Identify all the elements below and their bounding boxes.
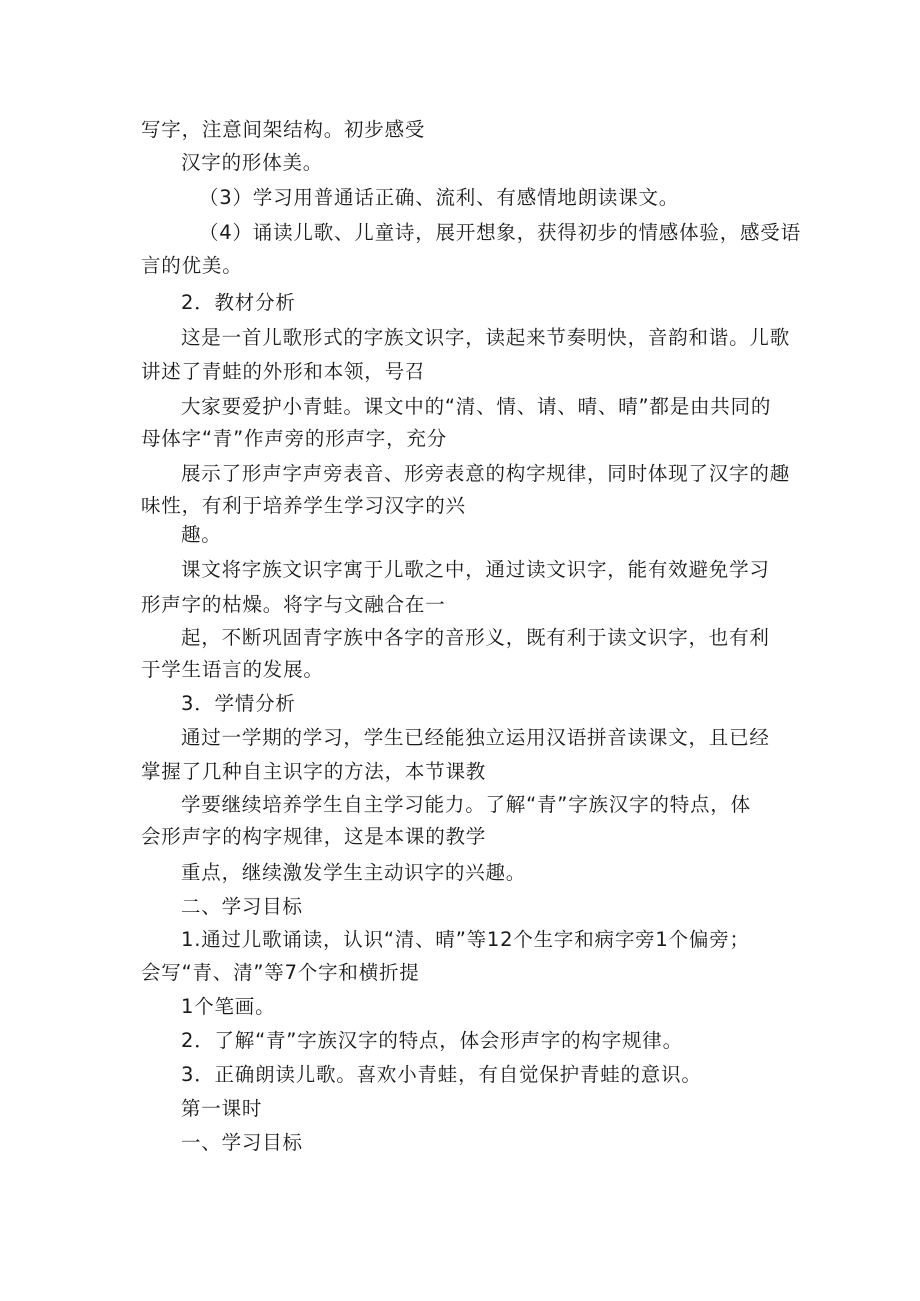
text-line: 起，不断巩固青字族中各字的音形义，既有利于读文识字，也有利 xyxy=(181,626,770,649)
text-line: 味性，有利于培养学生学习汉字的兴 xyxy=(141,494,466,517)
text-line: 形声字的枯燥。将字与文融合在一 xyxy=(141,593,446,616)
text-line: 通过一学期的学习，学生已经能独立运用汉语拼音读课文，且已经 xyxy=(181,726,770,749)
text-line: 趣。 xyxy=(181,523,222,546)
text-line: 学要继续培养学生自主学习能力。了解“青”字族汉字的特点，体 xyxy=(181,793,751,816)
text-line: 讲述了青蛙的外形和本领，号召 xyxy=(141,360,426,383)
text-line: 1个笔画。 xyxy=(181,995,276,1018)
text-line: 1.通过儿歌诵读，认识“清、晴”等12个生字和病字旁1个偏旁； xyxy=(181,928,750,951)
text-line: 掌握了几种自主识字的方法，本节课教 xyxy=(141,760,487,783)
text-line: 写字，注意间架结构。初步感受 xyxy=(141,118,426,141)
text-line: 会写“青、清”等7个字和横折提 xyxy=(141,961,420,984)
text-line: 课文将字族文识字寓于儿歌之中，通过读文识字，能有效避免学习 xyxy=(181,558,770,581)
text-line: （4）诵读儿歌、儿童诗，展开想象，获得初步的情感体验，感受语 xyxy=(199,221,801,244)
text-line: 言的优美。 xyxy=(141,254,243,277)
section-heading: 3．学情分析 xyxy=(181,692,296,715)
text-line: 汉字的形体美。 xyxy=(181,151,324,174)
section-heading: 第一课时 xyxy=(181,1097,263,1120)
text-line: 重点，继续激发学生主动识字的兴趣。 xyxy=(181,861,527,884)
section-heading: 二、学习目标 xyxy=(181,895,303,918)
section-heading: 2．教材分析 xyxy=(181,291,296,314)
text-line: 展示了形声字声旁表音、形旁表意的构字规律，同时体现了汉字的趣 xyxy=(181,462,791,485)
text-line: 会形声字的构字规律，这是本课的教学 xyxy=(141,825,487,848)
text-line: 这是一首儿歌形式的字族文识字，读起来节奏明快，音韵和谐。儿歌 xyxy=(181,326,791,349)
text-line: （3）学习用普通话正确、流利、有感情地朗读课文。 xyxy=(199,186,680,209)
text-line: 于学生语言的发展。 xyxy=(141,658,324,681)
text-line: 3．正确朗读儿歌。喜欢小青蛙，有自觉保护青蛙的意识。 xyxy=(181,1063,702,1086)
text-line: 2．了解“青”字族汉字的特点，体会形声字的构字规律。 xyxy=(181,1029,683,1052)
text-line: 大家要爱护小青蛙。课文中的“清、情、请、晴、晴”都是由共同的 xyxy=(181,395,772,418)
section-heading: 一、学习目标 xyxy=(181,1131,303,1154)
text-line: 母体字“青”作声旁的形声字，充分 xyxy=(141,427,448,450)
